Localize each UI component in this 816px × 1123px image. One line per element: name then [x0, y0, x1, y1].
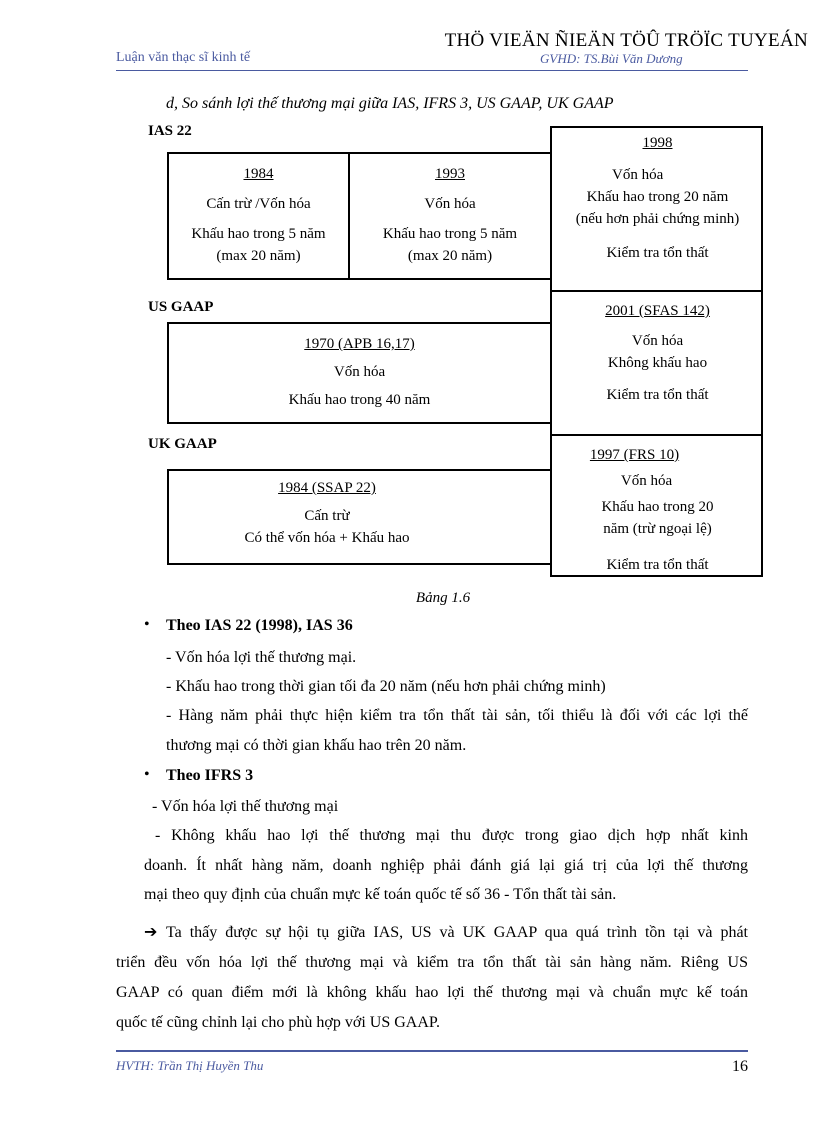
us-1970-line2: Khấu hao trong 40 năm	[288, 392, 431, 408]
bullet-ifrs-line: - Không khấu hao lợi thế thương mại thu được trong giao dịch hợp nhất kinh	[155, 827, 748, 844]
uk-1997-line2: Khấu hao trong 20	[601, 499, 714, 515]
ias-1998-line3: (nếu hơn phải chứng minh)	[575, 211, 740, 227]
uk-gaap-label: UK GAAP	[148, 436, 217, 452]
watermark-banner: THÖ VIEÄN ÑIEÄN TÖÛ TRÖÏC TUYEÁN	[444, 30, 808, 51]
us-1970-year: 1970 (APB 16,17)	[304, 336, 415, 352]
us-1970-cell	[167, 333, 552, 411]
bullet-ias-title: Theo IAS 22 (1998), IAS 36	[166, 617, 353, 634]
conclusion-line: triển đều vốn hóa lợi thế thương mại và kiểm tra tổn thất tài sản hàng năm. Riêng US	[116, 954, 748, 971]
uk-1984-line2: Có thể vốn hóa + Khấu hao	[244, 530, 410, 546]
table-caption: Bảng 1.6	[415, 590, 471, 606]
ias-1998-line2: Khấu hao trong 20 năm	[586, 189, 729, 205]
us-2001-year: 2001 (SFAS 142)	[605, 303, 710, 319]
us-gaap-label: US GAAP	[148, 299, 214, 315]
us-2001-line1: Vốn hóa	[631, 333, 684, 349]
uk-1997-line1: Vốn hóa	[620, 473, 673, 489]
section-title: d, So sánh lợi thế thương mại giữa IAS, IFRS 3, US GAAP, UK GAAP	[166, 95, 614, 112]
ias-1984-line2: Khấu hao trong 5 năm	[191, 226, 326, 242]
bullet-dot: •	[144, 766, 150, 783]
header-thesis-type: Luận văn thạc sĩ kinh tế	[116, 50, 251, 65]
ias-1993-line1: Vốn hóa	[424, 196, 476, 212]
ias-1984-line3: (max 20 năm)	[216, 248, 301, 264]
ias-label: IAS 22	[148, 123, 192, 139]
ias-1984-year: 1984	[243, 166, 274, 182]
header-rule	[116, 70, 748, 71]
ias-1984-cell	[167, 163, 350, 267]
uk-1997-line3: năm (trừ ngoại lệ)	[603, 521, 712, 537]
bullet-ias-line: thương mại có thời gian khấu hao trên 20 năm.	[166, 737, 467, 754]
ias-1993-line2: Khấu hao trong 5 năm	[382, 226, 518, 242]
ias-1993-line3: (max 20 năm)	[407, 248, 493, 264]
uk-1997-cell	[552, 444, 763, 576]
bullet-ias-line: - Hàng năm phải thực hiện kiểm tra tổn thất tài sản, tối thiểu là đối với các lợi thế	[166, 707, 748, 724]
header-supervisor: GVHD: TS.Bùi Văn Dương	[540, 51, 683, 66]
bullet-ifrs-line: - Vốn hóa lợi thế thương mại	[152, 798, 339, 815]
uk-1984-year: 1984 (SSAP 22)	[278, 480, 376, 496]
uk-1984-cell	[167, 477, 487, 549]
ias-1993-cell	[352, 163, 548, 267]
bullet-ias-line: - Khấu hao trong thời gian tối đa 20 năm (nếu hơn phải chứng minh)	[166, 678, 606, 695]
bullet-ifrs-title: Theo IFRS 3	[166, 767, 254, 784]
bullet-ias-line: - Vốn hóa lợi thế thương mại.	[166, 649, 357, 666]
uk-1984-line1: Cấn trừ	[304, 508, 350, 524]
bullet-ifrs-line: doanh. Ít nhất hàng năm, doanh nghiệp phải đánh giá lại giá trị của lợi thế thương	[144, 857, 748, 874]
footer-rule	[116, 1050, 748, 1052]
us-2001-cell	[552, 300, 763, 406]
bullet-dot: •	[144, 616, 150, 633]
ias-1984-line1: Cấn trừ /Vốn hóa	[206, 196, 311, 212]
conclusion-line: Ta thấy được sự hội tụ giữa IAS, US và UK GAAP qua quá trình tồn tại và phát	[166, 924, 748, 941]
ias-1993-year: 1993	[435, 166, 465, 182]
uk-1997-year: 1997 (FRS 10)	[589, 447, 680, 463]
us-2001-line2: Không khấu hao	[607, 355, 708, 371]
ias-1998-line1: Vốn hóa	[612, 167, 664, 183]
footer-author: HVTH: Trần Thị Huyền Thu	[116, 1058, 264, 1073]
us-2001-line3: Kiểm tra tổn thất	[606, 387, 709, 403]
conclusion-line: GAAP có quan điểm mới là không khấu hao lợi thế thương mại và chuẩn mực kế toán	[116, 984, 748, 1001]
arrow-icon: ➔	[144, 924, 158, 941]
ias-1998-line4: Kiểm tra tổn thất	[606, 245, 709, 261]
ias-1998-year: 1998	[642, 135, 673, 151]
page-number: 16	[732, 1058, 748, 1075]
ias-1998-cell	[552, 132, 763, 264]
us-1970-line1: Vốn hóa	[333, 364, 386, 380]
conclusion-line: quốc tế cũng chỉnh lại cho phù hợp với US GAAP.	[116, 1014, 440, 1031]
uk-1997-line4: Kiểm tra tổn thất	[606, 557, 709, 573]
bullet-ifrs-line: mại theo quy định của chuẩn mực kế toán quốc tế số 36 - Tổn thất tài sản.	[144, 886, 617, 903]
